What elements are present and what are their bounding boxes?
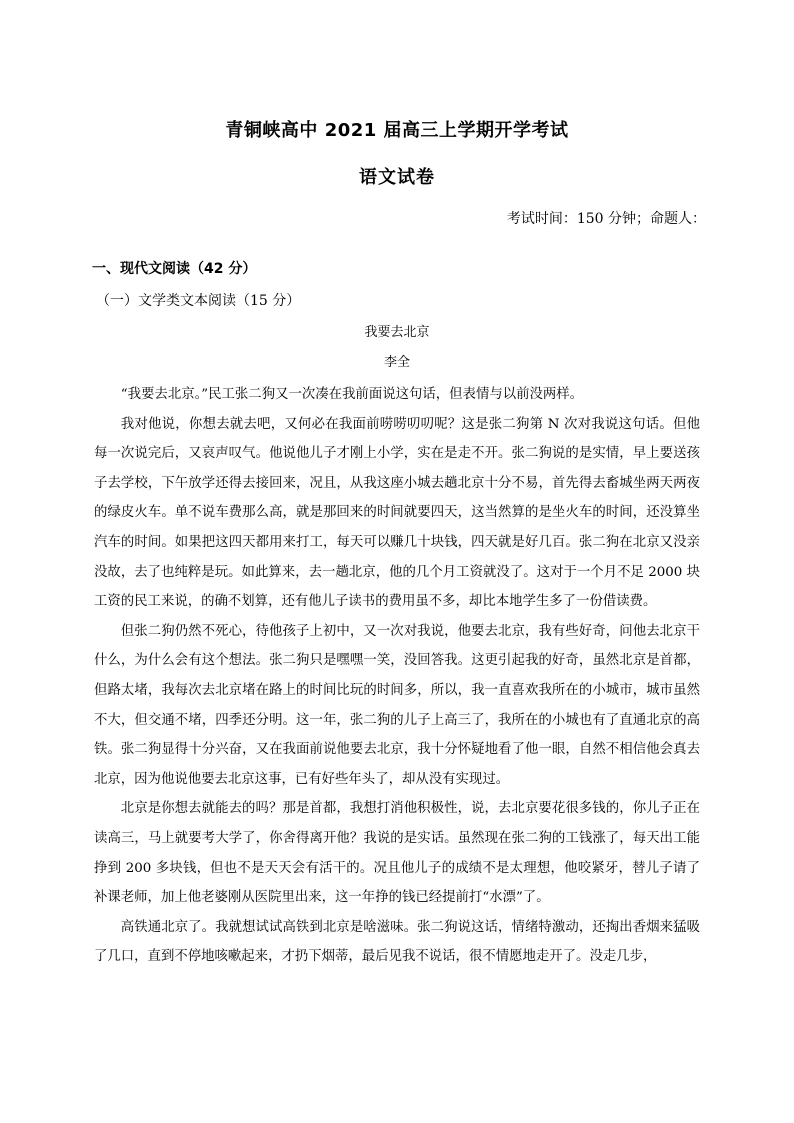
paragraph: “我要去北京。”民工张二狗又一次凑在我前面说这句话，但表情与以前没两样。 (120, 387, 584, 402)
section-heading: 一、现代文阅读（42 分） (92, 261, 257, 277)
exam-title: 青铜峡高中 2021 届高三上学期开学考试 (225, 120, 569, 141)
paragraph: 高铁通北京了。我就想试试高铁到北京是啥滋味。张二狗说这话，情绪特激动，还掏出香烟来猛吸了几口，直到不停地咳嗽起来，才扔下烟蒂，最后见我不说话，很不情愿地走开了。没走几步， (94, 919, 700, 965)
paper-subtitle: 语文试卷 (359, 167, 435, 188)
article-author: 李全 (383, 355, 410, 370)
article-body (94, 380, 700, 972)
article-title: 我要去北京 (364, 325, 430, 340)
paragraph: 但张二狗仍然不死心，待他孩子上初中，又一次对我说，他要去北京，我有些好奇，问他去北京干什么，为什么会有这个想法。张二狗只是嘿嘿一笑，没回答我。这更引起我的好奇，虽然北京是首都，但路太堵，我每次去北京堵在路上的时间比玩的时间多，所以，我一直喜欢我所在的小城市，城市虽然不大，但交通不堵，四季还分明。这一年，张二狗的儿子上高三了，我所在的小城也有了直通北京的高铁。张二狗显得十分兴奋，又在我面前说他要去北京，我十分怀疑地看了他一眼，自然不相信他会真去北京，因为他说他要去北京这事，已有好些年头了，却从没有实现过。 (94, 623, 700, 787)
exam-info: 考试时间：150 分钟；命题人： (506, 211, 706, 227)
paragraph: 我对他说，你想去就去吧，又何必在我面前唠唠叨叨呢？这是张二狗第 N 次对我说这句话。但他每一次说完后，又哀声叹气。他说他儿子才刚上小学，实在是走不开。张二狗说的是实情，早上要送孩子去学校，下午放学还得去接回来，况且，从我这座小城去趟北京十分不易，首先得去畜城坐两天两夜的绿皮火车。单不说车费那么高，就是那回来的时间就要四天，这当然算的是坐火车的时间，还没算坐汽车的时间。如果把这四天都用来打工，每天可以赚几十块钱，四天就是好几百。张二狗在北京又没亲没故，去了也纯粹是玩。如此算来，去一趟北京，他的几个月工资就没了。这对于一个月不足 2000 块工资的民工来说，的确不划算，还有他儿子读书的费用虽不多，却比本地学生多了一份借读费。 (94, 416, 700, 610)
subsection-heading: （一）文学类文本阅读（15 分） (96, 293, 301, 309)
paragraph: 北京是你想去就能去的吗？那是首都，我想打消他积极性，说，去北京要花很多钱的，你儿子正在读高三，马上就要考大学了，你舍得离开他？我说的是实话。虽然现在张二狗的工钱涨了，每天出工能挣到 200 多块钱，但也不是天天会有活干的。况且他儿子的成绩不是太理想，他咬紧牙，替儿子请了补课老师，加上他老婆刚从医院里出来，这一年挣的钱已经提前打“水漂”了。 (94, 801, 700, 906)
